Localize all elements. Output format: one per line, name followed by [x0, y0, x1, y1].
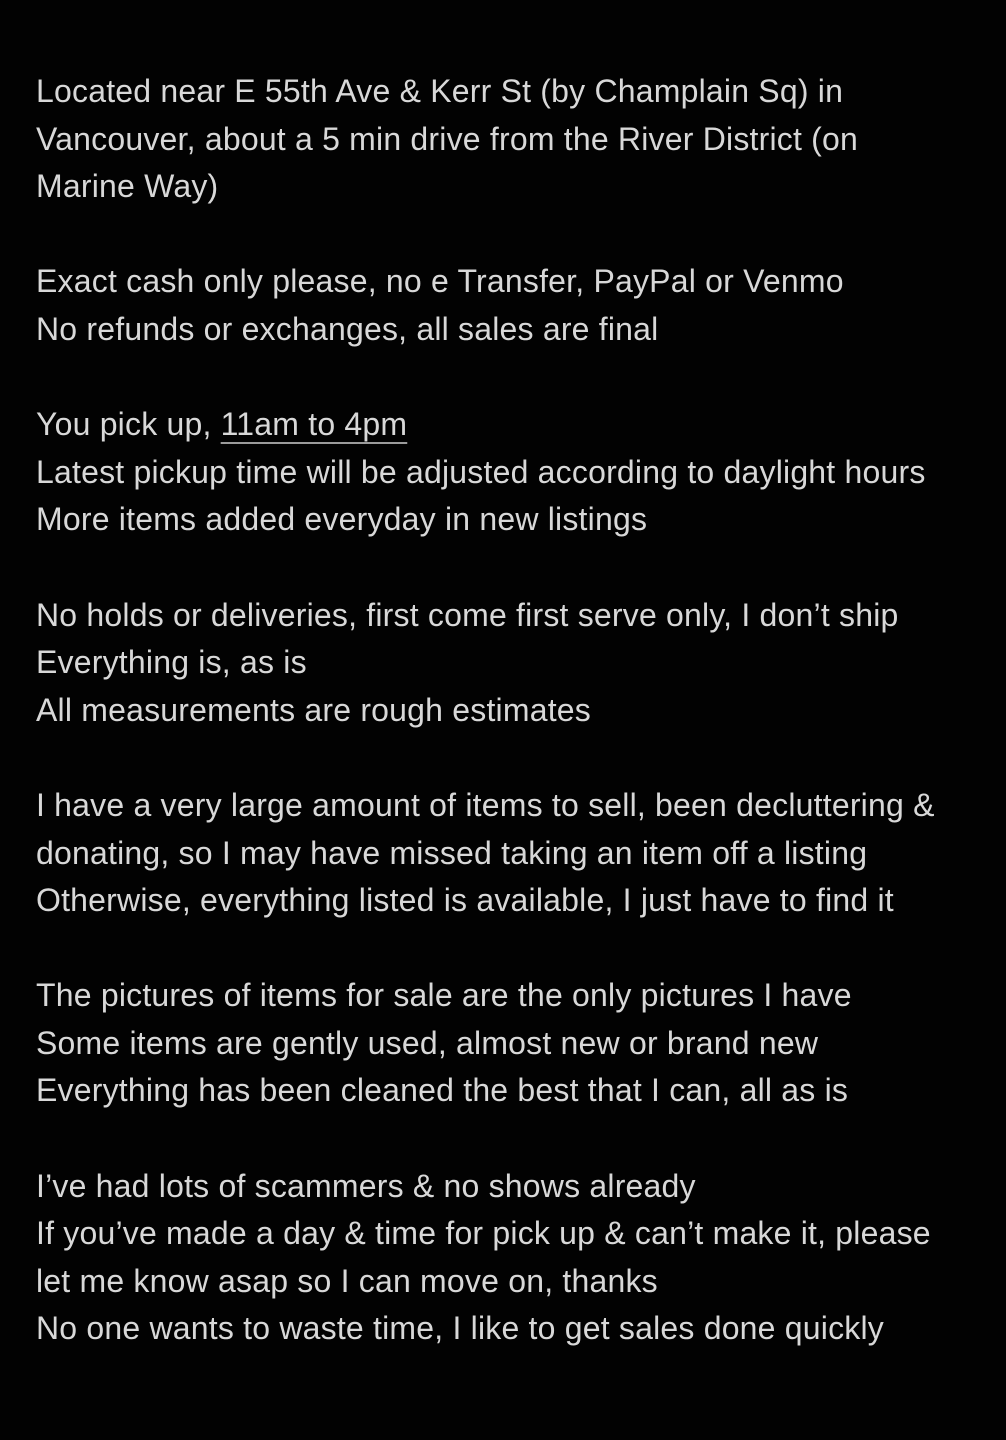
- paragraph-inventory: [36, 782, 978, 925]
- paragraph-payment: [36, 258, 978, 353]
- text-line: Located near E 55th Ave & Kerr St (by Champlain Sq) in: [36, 73, 844, 109]
- text-line: I’ve had lots of scammers & no shows already: [36, 1167, 696, 1204]
- text-line: The pictures of items for sale are the only pictures I have: [36, 977, 852, 1014]
- text-line: I have a very large amount of items to sell, been decluttering &: [36, 786, 935, 823]
- paragraph-no-shows: [36, 1163, 978, 1353]
- text-line: No one wants to waste time, I like to get sales done quickly: [36, 1310, 884, 1347]
- text-line: All measurements are rough estimates: [36, 691, 591, 728]
- paragraph-condition: [36, 972, 978, 1115]
- pickup-time-line: [36, 401, 978, 449]
- text-line: If you’ve made a day & time for pick up & can’t make it, please: [36, 1215, 931, 1252]
- text-line: No holds or deliveries, first come first serve only, I don’t ship: [36, 596, 899, 633]
- pickup-line-prefix: You pick up,: [36, 406, 221, 443]
- text-line: Vancouver, about a 5 min drive from the River District (on: [36, 120, 859, 157]
- text-line: Exact cash only please, no e Transfer, PayPal or Venmo: [36, 263, 844, 300]
- paragraph-policy: [36, 592, 978, 735]
- text-line: Marine Way): [36, 168, 219, 205]
- paragraph-location: [36, 68, 978, 211]
- paragraph-pickup: [36, 401, 978, 544]
- text-line: Some items are gently used, almost new or brand new: [36, 1024, 819, 1061]
- pickup-time-underlined: 11am to 4pm: [220, 406, 408, 443]
- text-line: Latest pickup time will be adjusted according to daylight hours: [36, 453, 926, 490]
- text-line: donating, so I may have missed taking an item off a listing: [36, 834, 868, 871]
- text-line: Otherwise, everything listed is available, I just have to find it: [36, 882, 894, 919]
- text-line: More items added everyday in new listings: [36, 501, 648, 538]
- text-line: Everything is, as is: [36, 644, 307, 681]
- text-line: No refunds or exchanges, all sales are final: [36, 310, 659, 347]
- text-line: let me know asap so I can move on, thanks: [36, 1262, 658, 1299]
- text-line: Everything has been cleaned the best that I can, all as is: [36, 1072, 849, 1109]
